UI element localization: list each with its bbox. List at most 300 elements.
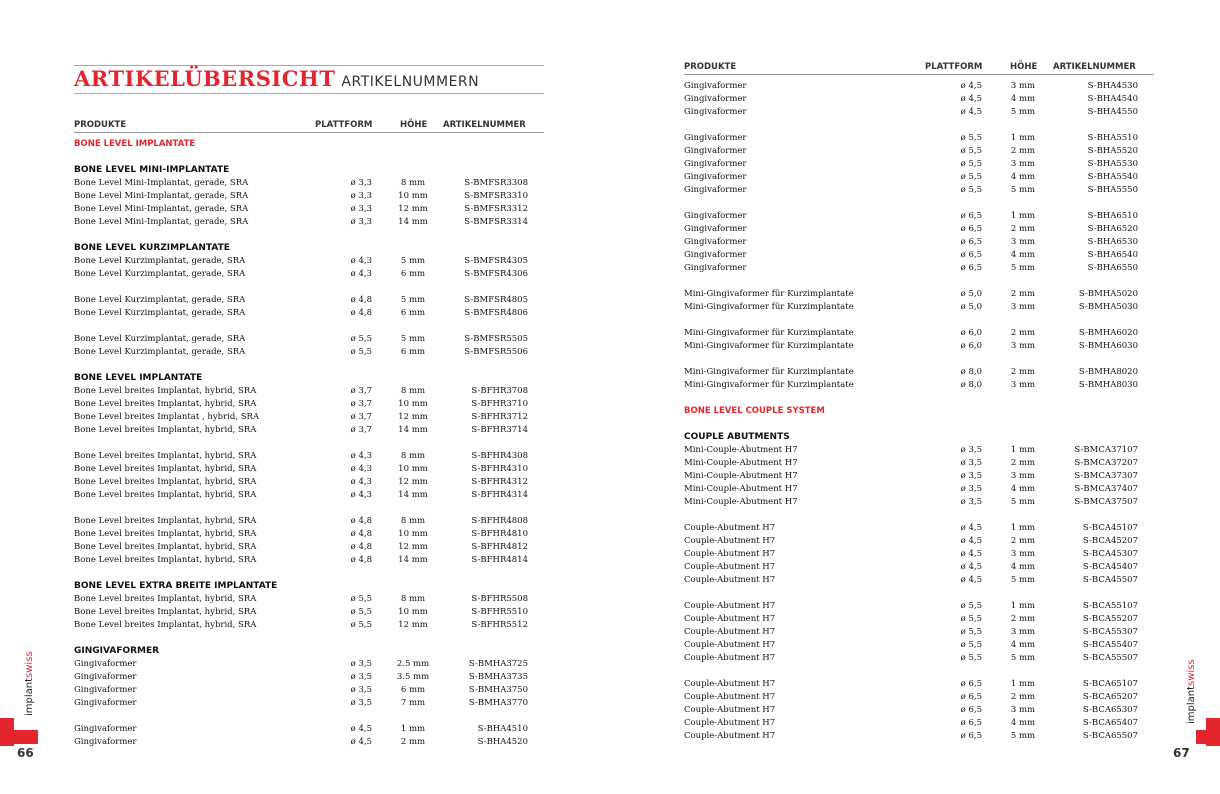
platform-cell: ø 4,3 bbox=[350, 269, 372, 279]
product-cell: Gingivaformer bbox=[684, 159, 747, 169]
table-row bbox=[684, 379, 1154, 392]
table-row bbox=[684, 444, 1154, 457]
platform-cell: ø 6,5 bbox=[960, 224, 982, 234]
table-row bbox=[684, 262, 1154, 275]
group-heading-label: BONE LEVEL IMPLANTATE bbox=[74, 373, 203, 383]
product-cell: Gingivaformer bbox=[684, 146, 747, 156]
height-cell: 10 mm bbox=[398, 464, 428, 474]
platform-cell: ø 5,5 bbox=[960, 185, 982, 195]
platform-cell: ø 6,5 bbox=[960, 263, 982, 273]
table-row bbox=[74, 424, 544, 437]
article-number-cell: S-BFHR3708 bbox=[471, 386, 528, 396]
product-cell: Bone Level Kurzimplantat, gerade, SRA bbox=[74, 256, 246, 266]
height-cell: 2 mm bbox=[400, 737, 426, 747]
product-cell: Gingivaformer bbox=[684, 133, 747, 143]
article-number-cell: S-BMFSR4306 bbox=[464, 269, 528, 279]
product-cell: Couple-Abutment H7 bbox=[684, 705, 776, 715]
platform-cell: ø 4,8 bbox=[350, 308, 372, 318]
height-cell: 2 mm bbox=[1010, 536, 1036, 546]
product-cell: Bone Level breites Implantat, hybrid, SRA bbox=[74, 386, 257, 396]
article-number-cell: S-BHA6540 bbox=[1087, 250, 1138, 260]
product-cell: Mini-Couple-Abutment H7 bbox=[684, 497, 798, 507]
group-heading bbox=[684, 431, 1154, 444]
header-produkte: PRODUKTE bbox=[684, 62, 737, 72]
article-number-cell: S-BHA5540 bbox=[1087, 172, 1138, 182]
article-number-cell: S-BHA5510 bbox=[1087, 133, 1138, 143]
product-cell: Gingivaformer bbox=[74, 685, 137, 695]
height-cell: 6 mm bbox=[400, 685, 426, 695]
table-row bbox=[684, 158, 1154, 171]
page-tab-bar bbox=[0, 730, 38, 744]
height-cell: 3 mm bbox=[1010, 302, 1036, 312]
platform-cell: ø 5,5 bbox=[960, 627, 982, 637]
article-number-cell: S-BHA6550 bbox=[1087, 263, 1138, 273]
table-row bbox=[684, 548, 1154, 561]
platform-cell: ø 3,7 bbox=[350, 412, 372, 422]
platform-cell: ø 6,5 bbox=[960, 692, 982, 702]
product-cell: Gingivaformer bbox=[74, 724, 137, 734]
height-cell: 12 mm bbox=[398, 412, 428, 422]
group-heading-label: GINGIVAFORMER bbox=[74, 646, 160, 656]
platform-cell: ø 5,5 bbox=[960, 640, 982, 650]
platform-cell: ø 3,5 bbox=[960, 471, 982, 481]
product-cell: Gingivaformer bbox=[684, 81, 747, 91]
table-row bbox=[684, 613, 1154, 626]
article-number-cell: S-BCA55507 bbox=[1082, 653, 1138, 663]
table-row bbox=[684, 301, 1154, 314]
brand-accent: swiss bbox=[1186, 659, 1197, 686]
platform-cell: ø 3,5 bbox=[350, 698, 372, 708]
height-cell: 3 mm bbox=[1010, 380, 1036, 390]
product-cell: Couple-Abutment H7 bbox=[684, 679, 776, 689]
platform-cell: ø 8,0 bbox=[960, 380, 982, 390]
article-number-cell: S-BFHR4808 bbox=[471, 516, 528, 526]
platform-cell: ø 3,5 bbox=[960, 458, 982, 468]
article-number-cell: S-BFHR3714 bbox=[471, 425, 528, 435]
product-cell: Bone Level Mini-Implantat, gerade, SRA bbox=[74, 217, 249, 227]
height-cell: 1 mm bbox=[1010, 679, 1036, 689]
article-number-cell: S-BCA55407 bbox=[1082, 640, 1138, 650]
table-row bbox=[74, 541, 544, 554]
height-cell: 8 mm bbox=[400, 451, 426, 461]
platform-cell: ø 6,5 bbox=[960, 705, 982, 715]
height-cell: 6 mm bbox=[400, 308, 426, 318]
product-cell: Mini-Gingivaformer für Kurzimplantate bbox=[684, 367, 854, 377]
article-number-cell: S-BFHR3712 bbox=[471, 412, 528, 422]
article-number-cell: S-BHA5520 bbox=[1087, 146, 1138, 156]
article-number-cell: S-BFHR4308 bbox=[471, 451, 528, 461]
product-cell: Bone Level Kurzimplantat, gerade, SRA bbox=[74, 347, 246, 357]
table-row bbox=[684, 704, 1154, 717]
table-row bbox=[74, 476, 544, 489]
table-row bbox=[684, 522, 1154, 535]
product-cell: Gingivaformer bbox=[684, 263, 747, 273]
article-number-cell: S-BMHA6020 bbox=[1078, 328, 1138, 338]
table-row bbox=[684, 639, 1154, 652]
article-number-cell: S-BCA55207 bbox=[1082, 614, 1138, 624]
article-number-cell: S-BFHR5508 bbox=[471, 594, 528, 604]
spacer bbox=[74, 567, 544, 580]
platform-cell: ø 4,5 bbox=[350, 737, 372, 747]
article-number-cell: S-BFHR5510 bbox=[471, 607, 528, 617]
table-row bbox=[684, 366, 1154, 379]
platform-cell: ø 6,5 bbox=[960, 211, 982, 221]
table-row bbox=[74, 593, 544, 606]
height-cell: 5 mm bbox=[400, 256, 426, 266]
product-cell: Bone Level breites Implantat, hybrid, SRA bbox=[74, 516, 257, 526]
article-number-cell: S-BCA45107 bbox=[1082, 523, 1138, 533]
article-number-cell: S-BCA65207 bbox=[1082, 692, 1138, 702]
table-row bbox=[74, 723, 544, 736]
table-row bbox=[74, 619, 544, 632]
article-number-cell: S-BMHA8030 bbox=[1078, 380, 1138, 390]
spacer bbox=[684, 275, 1154, 288]
height-cell: 1 mm bbox=[1010, 133, 1036, 143]
article-number-cell: S-BFHR5512 bbox=[471, 620, 528, 630]
product-cell: Couple-Abutment H7 bbox=[684, 640, 776, 650]
platform-cell: ø 6,0 bbox=[960, 341, 982, 351]
table-row bbox=[74, 671, 544, 684]
article-number-cell: S-BMHA3725 bbox=[468, 659, 528, 669]
height-cell: 3 mm bbox=[1010, 705, 1036, 715]
product-cell: Bone Level Kurzimplantat, gerade, SRA bbox=[74, 308, 246, 318]
brand-main: implant bbox=[24, 677, 35, 716]
article-number-cell: S-BMCA37507 bbox=[1074, 497, 1138, 507]
height-cell: 3 mm bbox=[1010, 159, 1036, 169]
table-row bbox=[74, 554, 544, 567]
height-cell: 4 mm bbox=[1010, 562, 1036, 572]
height-cell: 14 mm bbox=[398, 217, 428, 227]
platform-cell: ø 4,5 bbox=[960, 107, 982, 117]
page-tab-bar bbox=[1196, 730, 1220, 744]
platform-cell: ø 3,5 bbox=[350, 659, 372, 669]
height-cell: 5 mm bbox=[1010, 185, 1036, 195]
platform-cell: ø 3,3 bbox=[350, 204, 372, 214]
table-row bbox=[684, 470, 1154, 483]
section-heading bbox=[74, 138, 544, 151]
article-number-cell: S-BMHA3770 bbox=[468, 698, 528, 708]
height-cell: 10 mm bbox=[398, 399, 428, 409]
product-cell: Gingivaformer bbox=[684, 185, 747, 195]
article-number-cell: S-BHA4520 bbox=[477, 737, 528, 747]
table-row bbox=[684, 288, 1154, 301]
page-number: 66 bbox=[17, 746, 34, 760]
table-row bbox=[684, 249, 1154, 262]
article-number-cell: S-BMFSR3314 bbox=[464, 217, 528, 227]
platform-cell: ø 4,5 bbox=[960, 81, 982, 91]
article-number-cell: S-BHA4540 bbox=[1087, 94, 1138, 104]
height-cell: 8 mm bbox=[400, 178, 426, 188]
height-cell: 5 mm bbox=[1010, 731, 1036, 741]
article-number-cell: S-BFHR4812 bbox=[471, 542, 528, 552]
product-cell: Bone Level breites Implantat, hybrid, SRA bbox=[74, 594, 257, 604]
product-cell: Bone Level Mini-Implantat, gerade, SRA bbox=[74, 178, 249, 188]
platform-cell: ø 4,3 bbox=[350, 451, 372, 461]
article-number-cell: S-BCA55307 bbox=[1082, 627, 1138, 637]
height-cell: 4 mm bbox=[1010, 484, 1036, 494]
platform-cell: ø 3,5 bbox=[350, 672, 372, 682]
table-row bbox=[74, 385, 544, 398]
header-artikelnummer: ARTIKELNUMMER bbox=[1053, 62, 1136, 72]
product-cell: Gingivaformer bbox=[684, 224, 747, 234]
header-produkte: PRODUKTE bbox=[74, 120, 127, 130]
table-row bbox=[684, 717, 1154, 730]
platform-cell: ø 4,5 bbox=[960, 562, 982, 572]
table-row bbox=[684, 574, 1154, 587]
platform-cell: ø 6,5 bbox=[960, 250, 982, 260]
height-cell: 5 mm bbox=[1010, 107, 1036, 117]
title-main: ARTIKELÜBERSICHT bbox=[74, 66, 336, 91]
article-number-cell: S-BMHA5030 bbox=[1078, 302, 1138, 312]
height-cell: 2 mm bbox=[1010, 328, 1036, 338]
height-cell: 2 mm bbox=[1010, 692, 1036, 702]
group-heading bbox=[74, 645, 544, 658]
table-row bbox=[684, 535, 1154, 548]
table-row bbox=[74, 515, 544, 528]
spacer bbox=[74, 151, 544, 164]
article-number-cell: S-BHA6530 bbox=[1087, 237, 1138, 247]
platform-cell: ø 3,5 bbox=[960, 484, 982, 494]
article-number-cell: S-BCA65407 bbox=[1082, 718, 1138, 728]
product-cell: Mini-Gingivaformer für Kurzimplantate bbox=[684, 341, 854, 351]
table-row bbox=[684, 93, 1154, 106]
height-cell: 2 mm bbox=[1010, 289, 1036, 299]
spacer bbox=[74, 320, 544, 333]
page-title bbox=[74, 66, 479, 91]
platform-cell: ø 4,5 bbox=[960, 536, 982, 546]
height-cell: 2 mm bbox=[1010, 146, 1036, 156]
table-row bbox=[684, 340, 1154, 353]
title-bottom-rule bbox=[74, 93, 544, 94]
height-cell: 14 mm bbox=[398, 555, 428, 565]
product-cell: Bone Level Kurzimplantat, gerade, SRA bbox=[74, 334, 246, 344]
section-heading-label: BONE LEVEL IMPLANTATE bbox=[74, 139, 196, 149]
header-artikelnummer: ARTIKELNUMMER bbox=[443, 120, 526, 130]
platform-cell: ø 4,5 bbox=[960, 94, 982, 104]
table-row bbox=[74, 411, 544, 424]
product-cell: Couple-Abutment H7 bbox=[684, 718, 776, 728]
table-row bbox=[684, 457, 1154, 470]
article-number-cell: S-BHA4530 bbox=[1087, 81, 1138, 91]
product-cell: Gingivaformer bbox=[684, 237, 747, 247]
product-cell: Couple-Abutment H7 bbox=[684, 627, 776, 637]
platform-cell: ø 5,0 bbox=[960, 302, 982, 312]
spacer bbox=[684, 392, 1154, 405]
product-cell: Bone Level breites Implantat, hybrid, SRA bbox=[74, 490, 257, 500]
product-cell: Couple-Abutment H7 bbox=[684, 614, 776, 624]
height-cell: 6 mm bbox=[400, 347, 426, 357]
height-cell: 14 mm bbox=[398, 425, 428, 435]
product-cell: Couple-Abutment H7 bbox=[684, 549, 776, 559]
article-number-cell: S-BMCA37407 bbox=[1074, 484, 1138, 494]
platform-cell: ø 3,5 bbox=[960, 445, 982, 455]
article-number-cell: S-BCA55107 bbox=[1082, 601, 1138, 611]
product-cell: Gingivaformer bbox=[74, 672, 137, 682]
product-cell: Bone Level breites Implantat, hybrid, SRA bbox=[74, 451, 257, 461]
article-number-cell: S-BCA45507 bbox=[1082, 575, 1138, 585]
table-row bbox=[74, 606, 544, 619]
table-row bbox=[74, 255, 544, 268]
product-cell: Bone Level Mini-Implantat, gerade, SRA bbox=[74, 204, 249, 214]
height-cell: 8 mm bbox=[400, 386, 426, 396]
table-row bbox=[74, 177, 544, 190]
article-number-cell: S-BHA6520 bbox=[1087, 224, 1138, 234]
product-cell: Gingivaformer bbox=[684, 172, 747, 182]
height-cell: 8 mm bbox=[400, 594, 426, 604]
platform-cell: ø 5,5 bbox=[350, 620, 372, 630]
title-sub: ARTIKELNUMMERN bbox=[341, 74, 480, 90]
height-cell: 5 mm bbox=[1010, 575, 1036, 585]
article-number-cell: S-BMFSR3308 bbox=[464, 178, 528, 188]
page-number: 67 bbox=[1173, 746, 1190, 760]
product-table bbox=[74, 138, 544, 749]
article-number-cell: S-BMFSR3312 bbox=[464, 204, 528, 214]
height-cell: 12 mm bbox=[398, 620, 428, 630]
height-cell: 2 mm bbox=[1010, 224, 1036, 234]
platform-cell: ø 3,7 bbox=[350, 425, 372, 435]
platform-cell: ø 5,5 bbox=[960, 133, 982, 143]
product-cell: Bone Level Kurzimplantat, gerade, SRA bbox=[74, 295, 246, 305]
platform-cell: ø 4,3 bbox=[350, 477, 372, 487]
platform-cell: ø 5,5 bbox=[350, 607, 372, 617]
group-heading-label: BONE LEVEL KURZIMPLANTATE bbox=[74, 243, 230, 253]
product-cell: Couple-Abutment H7 bbox=[684, 536, 776, 546]
height-cell: 14 mm bbox=[398, 490, 428, 500]
article-number-cell: S-BCA45407 bbox=[1082, 562, 1138, 572]
table-row bbox=[74, 658, 544, 671]
spacer bbox=[684, 509, 1154, 522]
product-cell: Mini-Couple-Abutment H7 bbox=[684, 484, 798, 494]
product-cell: Bone Level breites Implantat, hybrid, SRA bbox=[74, 464, 257, 474]
platform-cell: ø 4,5 bbox=[960, 575, 982, 585]
product-cell: Bone Level Mini-Implantat, gerade, SRA bbox=[74, 191, 249, 201]
table-row bbox=[74, 268, 544, 281]
article-number-cell: S-BHA5530 bbox=[1087, 159, 1138, 169]
platform-cell: ø 4,5 bbox=[960, 523, 982, 533]
spacer bbox=[684, 119, 1154, 132]
group-heading-label: BONE LEVEL EXTRA BREITE IMPLANTATE bbox=[74, 581, 278, 591]
platform-cell: ø 3,5 bbox=[960, 497, 982, 507]
header-hoehe: HÖHE bbox=[400, 120, 428, 130]
platform-cell: ø 6,5 bbox=[960, 679, 982, 689]
article-number-cell: S-BFHR4312 bbox=[471, 477, 528, 487]
article-number-cell: S-BHA4550 bbox=[1087, 107, 1138, 117]
group-heading bbox=[74, 164, 544, 177]
height-cell: 6 mm bbox=[400, 269, 426, 279]
table-row bbox=[684, 210, 1154, 223]
table-row bbox=[684, 184, 1154, 197]
platform-cell: ø 4,8 bbox=[350, 555, 372, 565]
spacer bbox=[684, 353, 1154, 366]
product-cell: Couple-Abutment H7 bbox=[684, 653, 776, 663]
right-page bbox=[610, 0, 1220, 794]
table-row bbox=[74, 528, 544, 541]
product-cell: Mini-Couple-Abutment H7 bbox=[684, 471, 798, 481]
brand-main: implant bbox=[1186, 685, 1197, 724]
product-cell: Gingivaformer bbox=[684, 250, 747, 260]
table-row bbox=[684, 652, 1154, 665]
height-cell: 8 mm bbox=[400, 516, 426, 526]
article-number-cell: S-BMHA3735 bbox=[468, 672, 528, 682]
article-number-cell: S-BMFSR4305 bbox=[464, 256, 528, 266]
height-cell: 5 mm bbox=[400, 295, 426, 305]
product-cell: Couple-Abutment H7 bbox=[684, 575, 776, 585]
height-cell: 3 mm bbox=[1010, 81, 1036, 91]
product-table bbox=[684, 80, 1154, 743]
header-rule bbox=[684, 74, 1154, 75]
height-cell: 10 mm bbox=[398, 191, 428, 201]
table-row bbox=[684, 106, 1154, 119]
table-row bbox=[74, 684, 544, 697]
product-cell: Bone Level breites Implantat, hybrid, SRA bbox=[74, 620, 257, 630]
height-cell: 2 mm bbox=[1010, 458, 1036, 468]
platform-cell: ø 4,3 bbox=[350, 464, 372, 474]
spacer bbox=[74, 281, 544, 294]
product-cell: Gingivaformer bbox=[74, 698, 137, 708]
section-heading-label: BONE LEVEL COUPLE SYSTEM bbox=[684, 406, 825, 416]
height-cell: 10 mm bbox=[398, 607, 428, 617]
article-number-cell: S-BFHR4814 bbox=[471, 555, 528, 565]
platform-cell: ø 3,3 bbox=[350, 178, 372, 188]
product-cell: Mini-Gingivaformer für Kurzimplantate bbox=[684, 328, 854, 338]
article-number-cell: S-BMHA5020 bbox=[1078, 289, 1138, 299]
group-heading-label: COUPLE ABUTMENTS bbox=[684, 432, 790, 442]
platform-cell: ø 5,5 bbox=[960, 601, 982, 611]
group-heading bbox=[74, 580, 544, 593]
platform-cell: ø 3,3 bbox=[350, 217, 372, 227]
platform-cell: ø 6,0 bbox=[960, 328, 982, 338]
product-cell: Mini-Gingivaformer für Kurzimplantate bbox=[684, 302, 854, 312]
platform-cell: ø 4,8 bbox=[350, 295, 372, 305]
table-row bbox=[684, 223, 1154, 236]
table-row bbox=[74, 697, 544, 710]
spacer bbox=[74, 502, 544, 515]
spacer bbox=[74, 229, 544, 242]
article-number-cell: S-BMHA3750 bbox=[468, 685, 528, 695]
platform-cell: ø 5,5 bbox=[960, 653, 982, 663]
article-number-cell: S-BMFSR5505 bbox=[464, 334, 528, 344]
height-cell: 10 mm bbox=[398, 529, 428, 539]
product-cell: Bone Level breites Implantat, hybrid, SRA bbox=[74, 555, 257, 565]
table-row bbox=[684, 483, 1154, 496]
height-cell: 3 mm bbox=[1010, 549, 1036, 559]
table-row bbox=[684, 327, 1154, 340]
spacer bbox=[74, 710, 544, 723]
table-row bbox=[74, 203, 544, 216]
height-cell: 4 mm bbox=[1010, 250, 1036, 260]
article-number-cell: S-BMFSR3310 bbox=[464, 191, 528, 201]
product-cell: Mini-Couple-Abutment H7 bbox=[684, 458, 798, 468]
height-cell: 7 mm bbox=[400, 698, 426, 708]
product-cell: Gingivaformer bbox=[684, 211, 747, 221]
article-number-cell: S-BCA45307 bbox=[1082, 549, 1138, 559]
table-row bbox=[684, 626, 1154, 639]
platform-cell: ø 8,0 bbox=[960, 367, 982, 377]
height-cell: 2 mm bbox=[1010, 614, 1036, 624]
height-cell: 3 mm bbox=[1010, 341, 1036, 351]
product-cell: Gingivaformer bbox=[74, 737, 137, 747]
product-cell: Mini-Gingivaformer für Kurzimplantate bbox=[684, 289, 854, 299]
height-cell: 3.5 mm bbox=[396, 672, 430, 682]
table-row bbox=[74, 398, 544, 411]
height-cell: 5 mm bbox=[1010, 263, 1036, 273]
platform-cell: ø 4,5 bbox=[960, 549, 982, 559]
product-cell: Mini-Couple-Abutment H7 bbox=[684, 445, 798, 455]
spacer bbox=[684, 587, 1154, 600]
height-cell: 12 mm bbox=[398, 542, 428, 552]
platform-cell: ø 3,3 bbox=[350, 191, 372, 201]
article-number-cell: S-BFHR3710 bbox=[471, 399, 528, 409]
